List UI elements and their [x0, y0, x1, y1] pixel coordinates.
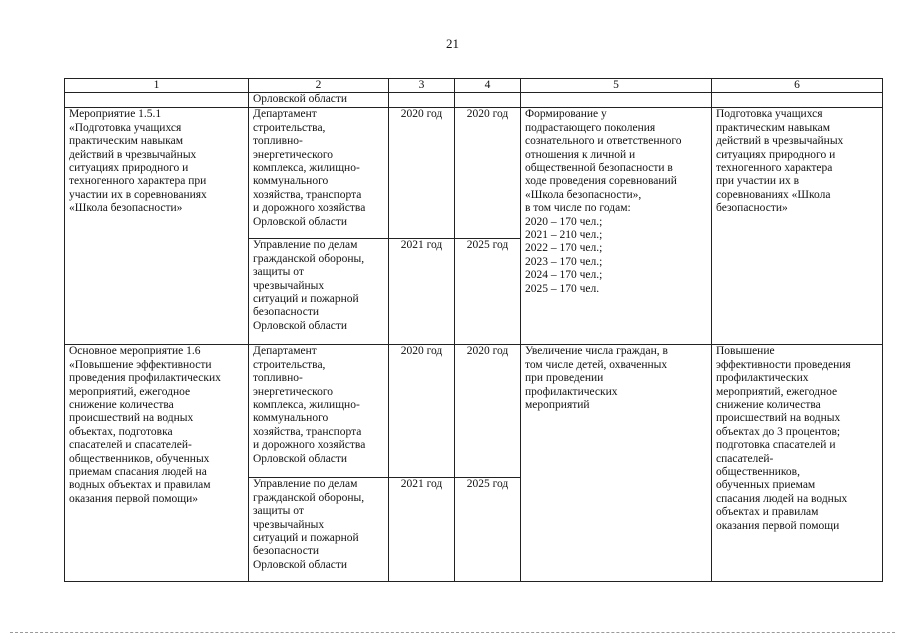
page-number: 21 — [446, 36, 459, 51]
table-cell — [65, 93, 249, 108]
end-year-cell: 2025 год — [455, 239, 521, 345]
header-cell: 4 — [455, 79, 521, 93]
header-cell: 3 — [389, 79, 455, 93]
outcome-cell: Подготовка учащихся практическим навыкам действий в чрезвычайных ситуациях природного и техногенного характера при участии их в соревнованиях «Школа безопасности» — [712, 108, 883, 345]
carry-over-row — [65, 93, 883, 108]
event-name-cell: Основное мероприятие 1.6 «Повышение эффективности проведения профилактических мероприятий, ежегодное снижение количества происшествий на водных объектах, подготовка спасателей и спасателей- общественников, обученных приемам спасания людей на водных объектах и правилам оказания первой помощи» — [65, 345, 249, 582]
result-cell: Увеличение числа граждан, в том числе детей, охваченных при проведении профилактических мероприятий — [521, 345, 712, 582]
end-year-cell: 2020 год — [455, 108, 521, 239]
result-cell: Формирование у подрастающего поколения сознательного и ответственного отношения к личной и общественной безопасности в ходе проведения соревнований «Школа безопасности», в том числе по годам: 2020 – 170 чел.; 2021 – 210 чел.; 2022 – 170 чел.; 2023 – 170 чел.; 2024 – 170 чел.; 2025 – 170 чел. — [521, 108, 712, 345]
table-cell — [389, 93, 455, 108]
header-cell: 5 — [521, 79, 712, 93]
page-bottom-divider — [10, 632, 895, 633]
end-year-cell: 2025 год — [455, 478, 521, 582]
start-year-cell: 2020 год — [389, 345, 455, 478]
header-cell: 6 — [712, 79, 883, 93]
table-cell — [455, 93, 521, 108]
start-year-cell: 2020 год — [389, 108, 455, 239]
start-year-cell: 2021 год — [389, 478, 455, 582]
start-year-cell: 2021 год — [389, 239, 455, 345]
table-cell — [712, 93, 883, 108]
table-header-row — [65, 79, 883, 93]
event-name-cell: Мероприятие 1.5.1 «Подготовка учащихся практическим навыкам действий в чрезвычайных ситуациях природного и техногенного характера при участии их в соревнованиях «Школа безопасности» — [65, 108, 249, 345]
executor-cell: Управление по делам гражданской обороны, защиты от чрезвычайных ситуаций и пожарной безопасности Орловской области — [249, 239, 389, 345]
program-table — [64, 78, 883, 582]
header-cell: 2 — [249, 79, 389, 93]
end-year-cell: 2020 год — [455, 345, 521, 478]
executor-cell: Департамент строительства, топливно- энергетического комплекса, жилищно- коммунального хозяйства, транспорта и дорожного хозяйства Орловской области — [249, 108, 389, 239]
outcome-cell: Повышение эффективности проведения профилактических мероприятий, ежегодное снижение количества происшествий на водных объектах до 3 процентов; подготовка спасателей и спасателей- общественников, обученных приемам спасания людей на водных объектах и правилам оказания первой помощи — [712, 345, 883, 582]
table-cell — [521, 93, 712, 108]
table-row — [65, 108, 883, 239]
executor-cell: Орловской области — [249, 93, 389, 108]
table-row — [65, 345, 883, 478]
executor-cell: Управление по делам гражданской обороны, защиты от чрезвычайных ситуаций и пожарной безопасности Орловской области — [249, 478, 389, 582]
executor-cell: Департамент строительства, топливно- энергетического комплекса, жилищно- коммунального хозяйства, транспорта и дорожного хозяйства Орловской области — [249, 345, 389, 478]
header-cell: 1 — [65, 79, 249, 93]
